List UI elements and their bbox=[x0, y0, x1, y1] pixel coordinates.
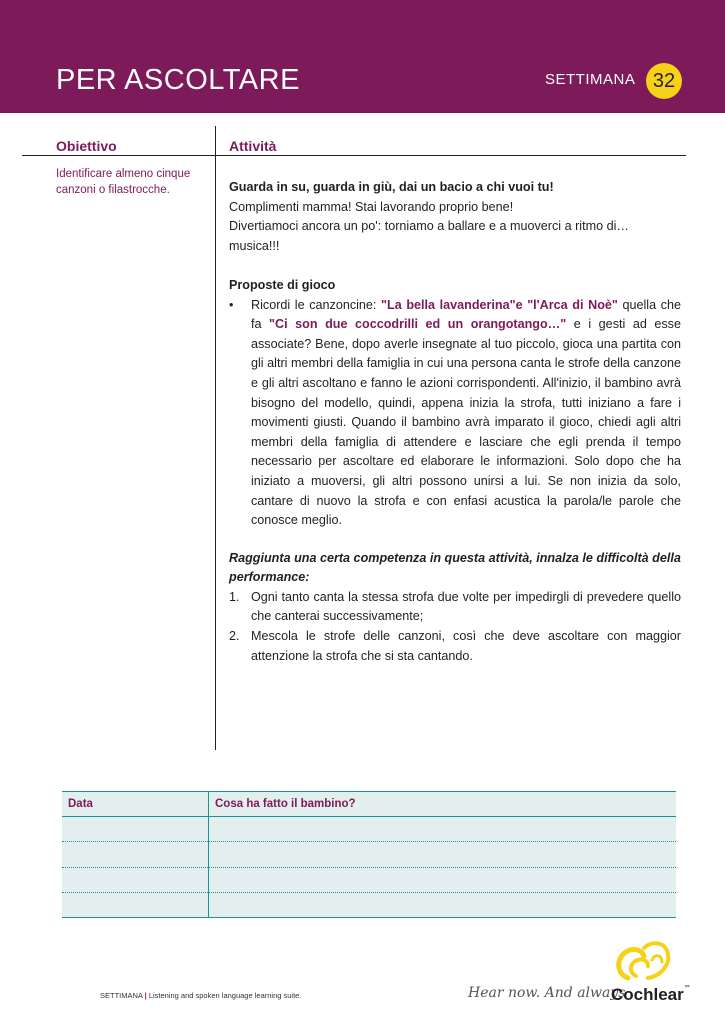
step-text: Mescola le strofe delle canzoni, così che deve ascoltare con maggior attenzione la strofa che si sta cantando. bbox=[251, 629, 681, 663]
proposal-text bbox=[251, 296, 681, 531]
activity-content bbox=[229, 178, 681, 666]
footer-separator: | bbox=[144, 991, 147, 1000]
notes-cell[interactable] bbox=[209, 817, 677, 842]
objective-text: Identificare almeno cinque canzoni o filastrocche. bbox=[56, 168, 191, 196]
table-row bbox=[62, 842, 676, 867]
notes-cell[interactable] bbox=[209, 842, 677, 867]
objective-heading: Obiettivo bbox=[56, 138, 117, 154]
proposal-text-part: Ricordi le canzoncine: bbox=[251, 297, 382, 312]
cochlear-swirl-icon bbox=[614, 938, 672, 986]
date-cell[interactable] bbox=[62, 817, 209, 842]
activity-heading: Attività bbox=[229, 138, 277, 154]
footer-suite-text: Listening and spoken language learning suite. bbox=[148, 991, 302, 1000]
brand-name: Cochlear bbox=[611, 985, 684, 1004]
proposals-heading: Proposte di gioco bbox=[229, 277, 336, 292]
date-column-header: Data bbox=[62, 792, 209, 817]
activity-intro-line: Complimenti mamma! Stai lavorando proprio bene! bbox=[229, 199, 514, 214]
week-number-badge: 32 bbox=[646, 63, 682, 99]
table-row bbox=[62, 817, 676, 842]
header-divider bbox=[22, 155, 686, 156]
bullet-icon: • bbox=[229, 297, 234, 312]
proposal-item bbox=[229, 296, 681, 531]
step-number: 2. bbox=[229, 629, 240, 644]
week-label: SETTIMANA bbox=[545, 71, 636, 88]
footer-caption bbox=[100, 991, 301, 1000]
activity-intro-line: Divertiamoci ancora un po': torniamo a ballare e a muoverci a ritmo di… musica!!! bbox=[229, 219, 629, 253]
brand-slogan: Hear now. And always bbox=[468, 985, 626, 1001]
footer-week-label: SETTIMANA bbox=[100, 991, 143, 1000]
proposal-text-part: e i gesti ad esse associate? Bene, dopo averle insegnate al tuo piccolo, gioca una partita con gli altri membri della famiglia in cui una persona canta le strofe della canzone e gli altri ascoltano e fanno le azioni corrispondenti. All'inizio, il bambino avrà bisogno del modello, quindi, appena inizia la strofa, tutti iniziano a fare i movimenti giusti. Quando il bambino avrà imparato il gioco, chiedi agli altri membri della famiglia di attendere e lasciare che egli prenda il tempo necessario per ascoltare ed elaborare le informazioni. Solo dopo che ha iniziato a muoversi, gli altri possono unirsi a lui. Se non inizia da solo, cantare di nuovo la strofa e con enfasi acustica la parola/le parole che conosce meglio. bbox=[251, 317, 681, 528]
page-title: PER ASCOLTARE bbox=[56, 64, 300, 96]
song-title: "Ci son due coccodrilli ed un orangotango…" bbox=[269, 317, 567, 332]
table-row bbox=[62, 892, 676, 917]
song-title: "La bella lavanderina"e "l'Arca di Noè" bbox=[381, 297, 618, 312]
brand-logo bbox=[611, 985, 690, 1005]
progress-log-table bbox=[62, 791, 676, 918]
activity-column-header: Cosa ha fatto il bambino? bbox=[209, 792, 677, 817]
activity-intro-title: Guarda in su, guarda in giù, dai un bacio a chi vuoi tu! bbox=[229, 180, 554, 194]
column-divider bbox=[215, 126, 216, 750]
step-number: 1. bbox=[229, 589, 240, 604]
trademark-mark: ™ bbox=[683, 985, 690, 991]
date-cell[interactable] bbox=[62, 867, 209, 892]
date-cell[interactable] bbox=[62, 842, 209, 867]
date-cell[interactable] bbox=[62, 892, 209, 917]
table-row bbox=[62, 867, 676, 892]
advanced-heading: Raggiunta una certa competenza in questa attività, innalza le difficoltà della performance: bbox=[229, 550, 681, 585]
page-header bbox=[0, 0, 725, 113]
step-item bbox=[229, 627, 681, 666]
notes-cell[interactable] bbox=[209, 892, 677, 917]
proposal-text-part: quella che fa bbox=[251, 297, 681, 332]
notes-cell[interactable] bbox=[209, 867, 677, 892]
step-item bbox=[229, 588, 681, 627]
step-text: Ogni tanto canta la stessa strofa due volte per impedirgli di prevedere quello che canterai successivamente; bbox=[251, 589, 681, 624]
